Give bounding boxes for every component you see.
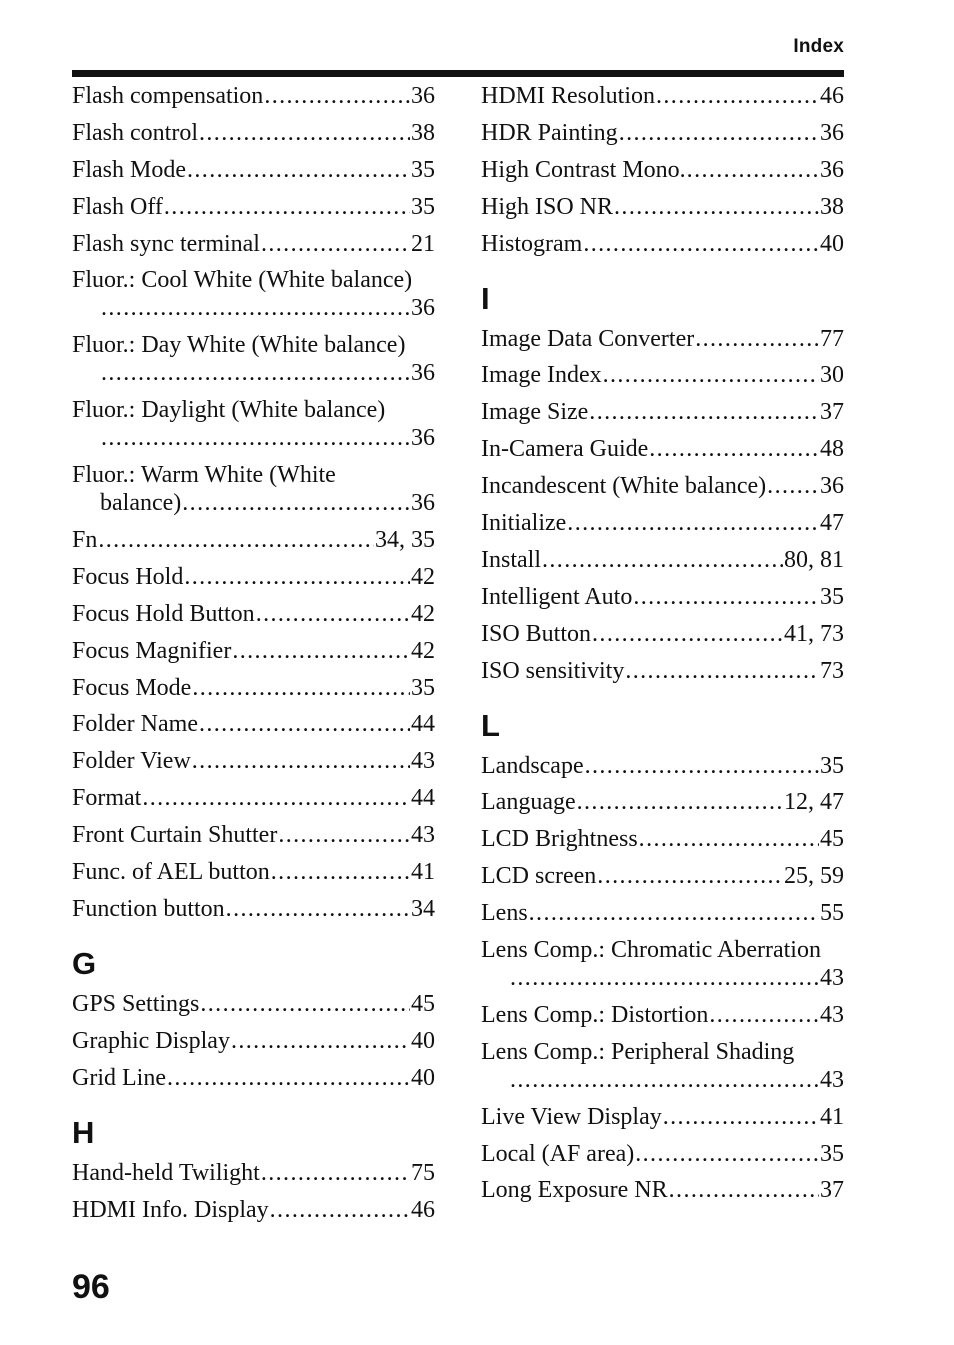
index-entry: Image Data Converter ..... 77: [481, 325, 844, 353]
index-entry: GPS Settings ..... 45: [72, 990, 435, 1018]
index-entry: Focus Hold Button ..... 42: [72, 600, 435, 628]
index-entry: Lens Comp.: Chromatic Aberration ..... 43: [481, 936, 844, 992]
index-entry: LCD screen ..... 25, 59: [481, 862, 844, 890]
section-heading-i: I: [481, 280, 490, 316]
index-entry: Flash Mode ..... 35: [72, 156, 435, 184]
index-entry: Install ..... 80, 81: [481, 546, 844, 574]
index-entry: Flash compensation ..... 36: [72, 82, 435, 110]
index-entry: Landscape ..... 35: [481, 752, 844, 780]
index-column-left: [72, 82, 435, 1232]
index-entry: Lens Comp.: Peripheral Shading ..... 43: [481, 1038, 844, 1094]
index-entry: Folder View ..... 43: [72, 747, 435, 775]
index-entry: HDMI Resolution ..... 46: [481, 82, 844, 110]
index-entry: Intelligent Auto ..... 35: [481, 583, 844, 611]
index-entry: Flash sync terminal ..... 21: [72, 230, 435, 258]
index-entry: Hand-held Twilight ..... 75: [72, 1159, 435, 1187]
index-entry: LCD Brightness ..... 45: [481, 825, 844, 853]
index-entry: Grid Line ..... 40: [72, 1064, 435, 1092]
index-entry: Format ..... 44: [72, 784, 435, 812]
page-number: 96: [72, 1268, 110, 1306]
index-entry: Flash Off ..... 35: [72, 193, 435, 221]
index-entry: Focus Magnifier ..... 42: [72, 637, 435, 665]
index-entry: Image Index ..... 30: [481, 361, 844, 389]
index-entry: Language ..... 12, 47: [481, 788, 844, 816]
running-header: Index: [793, 36, 844, 57]
index-entry: HDR Painting ..... 36: [481, 119, 844, 147]
section-heading-l: L: [481, 707, 500, 743]
index-entry: Fluor.: Day White (White balance) ..... 36: [72, 331, 435, 387]
index-entry: High ISO NR ..... 38: [481, 193, 844, 221]
index-entry: Image Size ..... 37: [481, 398, 844, 426]
index-entry: Fn ..... 34, 35: [72, 526, 435, 554]
index-entry: ISO sensitivity ..... 73: [481, 657, 844, 685]
index-entry: Fluor.: Daylight (White balance) ..... 36: [72, 396, 435, 452]
index-entry: Func. of AEL button ..... 41: [72, 858, 435, 886]
index-entry: ISO Button ..... 41, 73: [481, 620, 844, 648]
index-entry: Fluor.: Cool White (White balance) ..... 36: [72, 266, 435, 322]
index-column-right: [481, 82, 844, 1213]
index-entry: HDMI Info. Display ..... 46: [72, 1196, 435, 1224]
index-entry: Lens Comp.: Distortion ..... 43: [481, 1001, 844, 1029]
index-entry: Incandescent (White balance) ..... 36: [481, 472, 844, 500]
index-entry: Initialize ..... 47: [481, 509, 844, 537]
index-entry: Front Curtain Shutter ..... 43: [72, 821, 435, 849]
header-rule: [72, 70, 844, 77]
index-entry: Local (AF area) ..... 35: [481, 1140, 844, 1168]
index-entry: Live View Display ..... 41: [481, 1103, 844, 1131]
index-entry: Graphic Display ..... 40: [72, 1027, 435, 1055]
index-entry: High Contrast Mono. ..... 36: [481, 156, 844, 184]
index-entry: Fluor.: Warm White (White balance) ..... 36: [72, 461, 435, 517]
index-entry: Flash control ..... 38: [72, 119, 435, 147]
index-entry: Lens ..... 55: [481, 899, 844, 927]
section-heading-g: G: [72, 945, 97, 981]
index-entry: Function button ..... 34: [72, 895, 435, 923]
index-entry: In-Camera Guide ..... 48: [481, 435, 844, 463]
section-heading-h: H: [72, 1114, 95, 1150]
index-entry: Folder Name ..... 44: [72, 710, 435, 738]
index-entry: Histogram ..... 40: [481, 230, 844, 258]
index-entry: Focus Mode ..... 35: [72, 674, 435, 702]
index-entry: Long Exposure NR ..... 37: [481, 1176, 844, 1204]
index-entry: Focus Hold ..... 42: [72, 563, 435, 591]
